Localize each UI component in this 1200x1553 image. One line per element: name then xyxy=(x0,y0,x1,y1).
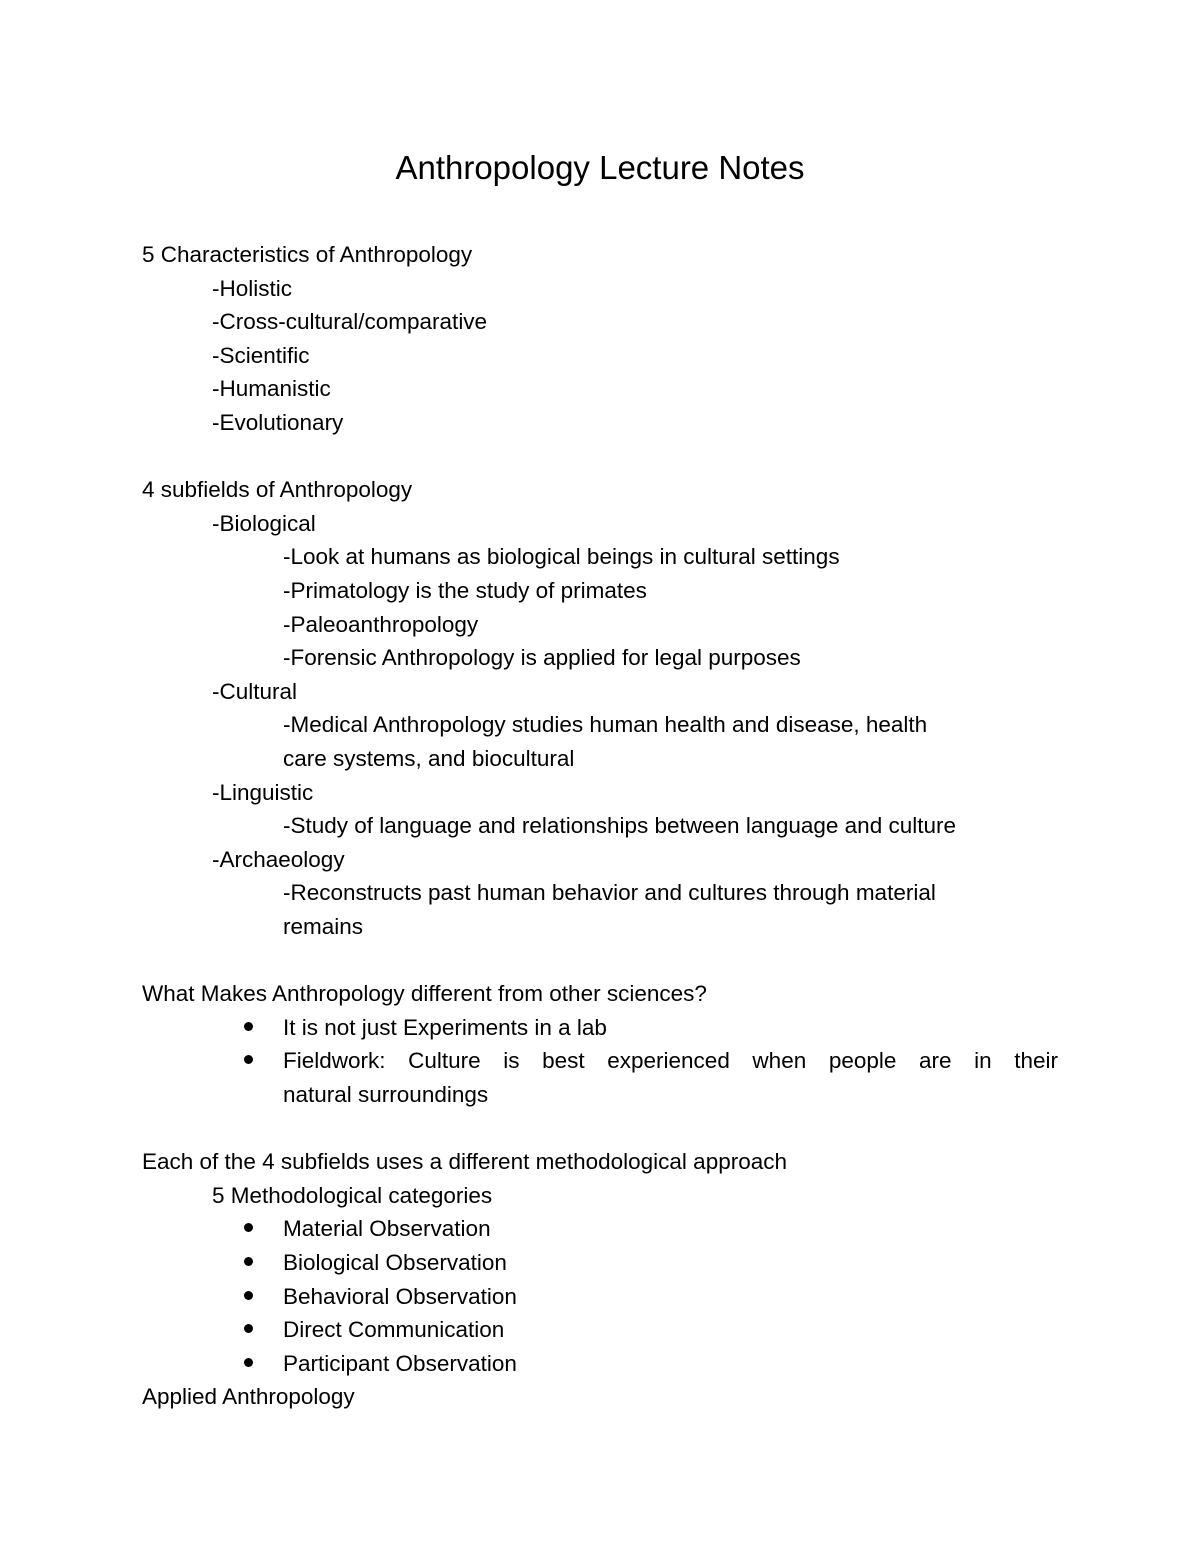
characteristic-item: -Scientific xyxy=(212,343,310,368)
document-title: Anthropology Lecture Notes xyxy=(395,149,805,186)
characteristic-item: -Cross-cultural/comparative xyxy=(212,309,488,334)
cultural-item-line: -Medical Anthropology studies human health and disease, health xyxy=(283,712,928,737)
characteristic-item: -Holistic xyxy=(212,276,293,301)
bullet-icon xyxy=(244,1022,253,1031)
bullet-icon xyxy=(244,1291,253,1300)
biological-item: -Paleoanthropology xyxy=(283,612,479,637)
archaeology-item-line: remains xyxy=(283,914,364,939)
characteristics-heading: 5 Characteristics of Anthropology xyxy=(142,242,473,267)
bullet-icon xyxy=(244,1324,253,1333)
method-item: Participant Observation xyxy=(283,1351,517,1376)
cultural-item-line: care systems, and biocultural xyxy=(283,746,575,771)
difference-bullet-continuation: natural surroundings xyxy=(283,1082,489,1107)
method-item: Biological Observation xyxy=(283,1250,507,1275)
method-item: Behavioral Observation xyxy=(283,1284,517,1309)
bullet-icon xyxy=(244,1257,253,1266)
linguistic-item: -Study of language and relationships between language and culture xyxy=(283,813,956,838)
characteristic-item: -Humanistic xyxy=(212,376,331,401)
subfield-archaeology: -Archaeology xyxy=(212,847,345,872)
applied-heading: Applied Anthropology xyxy=(142,1384,355,1409)
biological-item: -Primatology is the study of primates xyxy=(283,578,647,603)
subfield-cultural: -Cultural xyxy=(212,679,298,704)
difference-bullet: Fieldwork: Culture is best experienced when people are in their xyxy=(283,1048,1058,1073)
bullet-icon xyxy=(244,1223,253,1232)
method-item: Direct Communication xyxy=(283,1317,505,1342)
methods-heading: Each of the 4 subfields uses a different methodological approach xyxy=(142,1149,788,1174)
bullet-icon xyxy=(244,1055,253,1064)
subfields-heading: 4 subfields of Anthropology xyxy=(142,477,413,502)
methods-subheading: 5 Methodological categories xyxy=(212,1183,493,1208)
biological-item: -Look at humans as biological beings in cultural settings xyxy=(283,544,840,569)
characteristic-item: -Evolutionary xyxy=(212,410,344,435)
difference-bullet: It is not just Experiments in a lab xyxy=(283,1015,607,1040)
archaeology-item-line: -Reconstructs past human behavior and cultures through material xyxy=(283,880,936,905)
difference-heading: What Makes Anthropology different from other sciences? xyxy=(142,981,707,1006)
subfield-biological: -Biological xyxy=(212,511,316,536)
bullet-icon xyxy=(244,1358,253,1367)
biological-item: -Forensic Anthropology is applied for legal purposes xyxy=(283,645,801,670)
subfield-linguistic: -Linguistic xyxy=(212,780,314,805)
method-item: Material Observation xyxy=(283,1216,491,1241)
